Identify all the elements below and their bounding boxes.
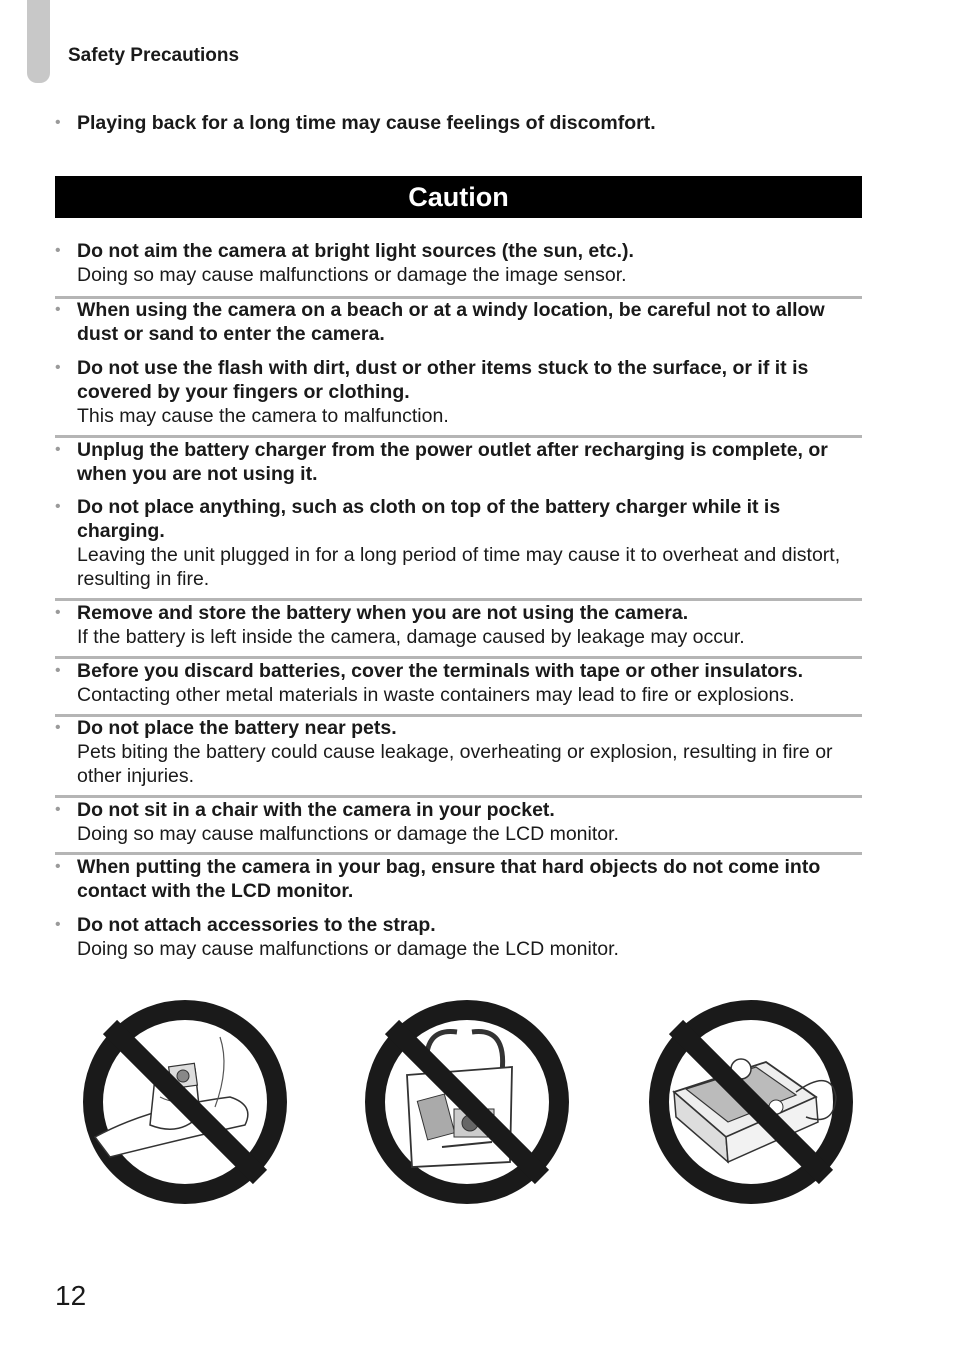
item-detail: If the battery is left inside the camera, damage caused by leakage may occur. (77, 626, 745, 648)
list-item (55, 659, 865, 707)
item-detail: Contacting other metal materials in waste containers may lead to fire or explosions. (77, 684, 795, 706)
list-item (55, 298, 865, 346)
item-detail: Doing so may cause malfunctions or damage the LCD monitor. (77, 938, 619, 960)
bullet: • (55, 604, 61, 621)
section-tab (27, 0, 50, 83)
bullet: • (55, 114, 61, 131)
item-warning: Do not place the battery near pets. (77, 717, 397, 739)
item-warning: When using the camera on a beach or at a windy location, be careful not to allow dust or sand to enter the camera. (77, 299, 825, 345)
list-item (55, 855, 865, 903)
bullet: • (55, 359, 61, 376)
bullet: • (55, 662, 61, 679)
list-item (55, 913, 865, 961)
list-item (55, 495, 865, 591)
item-detail: Leaving the unit plugged in for a long period of time may cause it to overheat and distort, resulting in fire. (77, 544, 841, 590)
item-warning: Remove and store the battery when you are not using the camera. (77, 602, 689, 624)
list-item (55, 798, 865, 846)
bullet: • (55, 719, 61, 736)
item-warning: Do not aim the camera at bright light sources (the sun, etc.). (77, 240, 634, 262)
intro-list-item (55, 111, 865, 135)
item-detail: Doing so may cause malfunctions or damage the LCD monitor. (77, 823, 619, 845)
list-item (55, 239, 865, 287)
item-warning: When putting the camera in your bag, ensure that hard objects do not come into contact with the LCD monitor. (77, 856, 821, 902)
list-item (55, 601, 865, 649)
item-warning: Unplug the battery charger from the power outlet after recharging is complete, or when you are not using it. (77, 439, 828, 485)
bullet: • (55, 916, 61, 933)
bullet: • (55, 801, 61, 818)
intro-text: Playing back for a long time may cause feelings of discomfort. (77, 112, 656, 134)
caution-heading: Caution (55, 176, 862, 218)
bullet: • (55, 242, 61, 259)
no-camera-in-pocket-icon (80, 997, 290, 1207)
item-warning: Do not use the flash with dirt, dust or other items stuck to the surface, or if it is covered by your fingers or clothing. (77, 357, 809, 403)
page-number: 12 (55, 1280, 87, 1311)
bullet: • (55, 441, 61, 458)
list-item (55, 716, 865, 788)
item-warning: Do not attach accessories to the strap. (77, 914, 436, 936)
item-detail: Pets biting the battery could cause leakage, overheating or explosion, resulting in fire or other injuries. (77, 741, 833, 787)
item-warning: Before you discard batteries, cover the terminals with tape or other insulators. (77, 660, 804, 682)
item-detail: Doing so may cause malfunctions or damage the image sensor. (77, 264, 627, 286)
bullet: • (55, 858, 61, 875)
item-warning: Do not sit in a chair with the camera in your pocket. (77, 799, 555, 821)
list-item (55, 438, 865, 486)
section-title: Safety Precautions (68, 45, 240, 66)
item-detail: This may cause the camera to malfunction. (77, 405, 449, 427)
item-warning: Do not place anything, such as cloth on top of the battery charger while it is charging. (77, 496, 781, 542)
list-item (55, 356, 865, 428)
no-strap-accessories-icon (646, 997, 856, 1207)
no-hard-objects-in-bag-icon (362, 997, 572, 1207)
bullet: • (55, 301, 61, 318)
bullet: • (55, 498, 61, 515)
